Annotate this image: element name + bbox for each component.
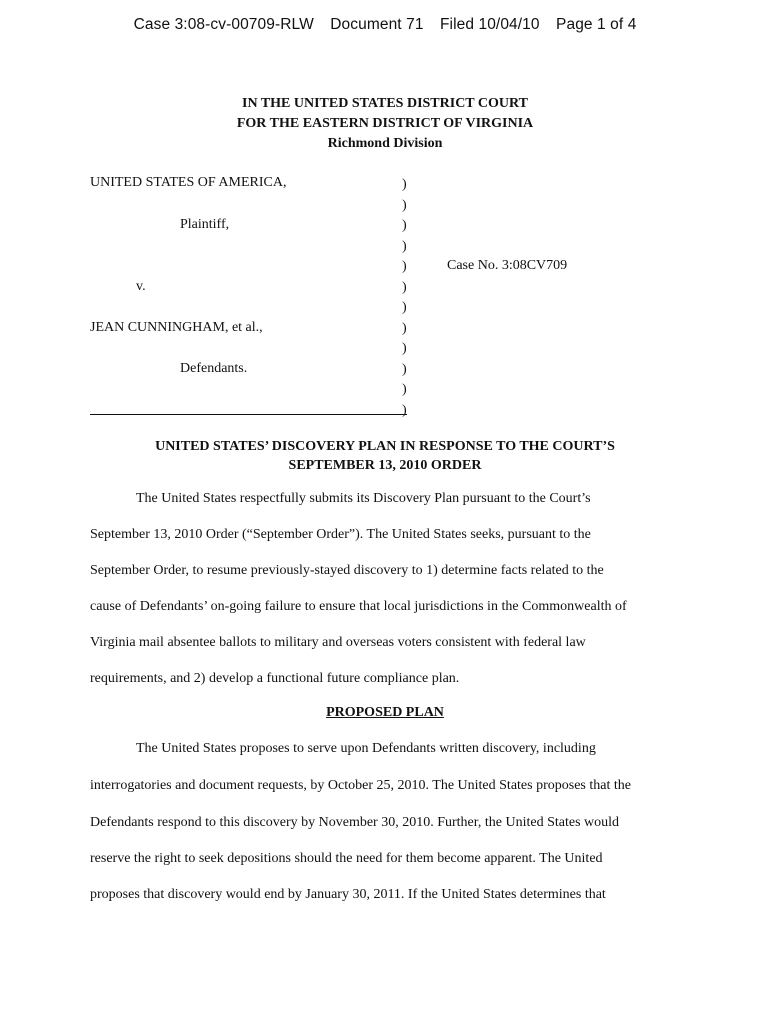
document-number: Document 71: [330, 16, 424, 33]
paren: ): [402, 382, 407, 397]
paren: ): [402, 238, 407, 254]
paren: ): [402, 361, 407, 377]
paren: ): [402, 177, 407, 192]
section-heading: PROPOSED PLAN: [326, 705, 444, 720]
document-title: [0, 437, 770, 475]
caption-parentheses: [402, 175, 407, 421]
versus: v.: [136, 279, 146, 294]
case-caption: [90, 175, 690, 420]
paren: ): [402, 259, 407, 274]
paren: ): [402, 218, 407, 233]
paragraph-line: Virginia mail absentee ballots to military and overseas voters consistent with federal law: [90, 635, 586, 650]
case-number: Case No. 3:08CV709: [447, 258, 568, 273]
case-number-header: Case 3:08-cv-00709-RLW: [133, 16, 314, 33]
caption-rule: [90, 414, 407, 415]
court-division: Richmond Division: [327, 136, 443, 151]
plaintiff-name: UNITED STATES OF AMERICA,: [90, 175, 287, 190]
plaintiff-role: Plaintiff,: [180, 217, 230, 232]
court-line-1: IN THE UNITED STATES DISTRICT COURT: [242, 96, 528, 111]
paragraph-line: cause of Defendants’ on-going failure to ensure that local jurisdictions in the Commonwealth of: [90, 599, 627, 614]
page-number: Page 1 of 4: [556, 16, 637, 33]
court-line-2: FOR THE EASTERN DISTRICT OF VIRGINIA: [236, 116, 534, 131]
paragraph-line: requirements, and 2) develop a functional future compliance plan.: [90, 671, 460, 686]
paren: ): [402, 279, 407, 295]
filing-header: [0, 16, 770, 34]
paragraph-line: interrogatories and document requests, by October 25, 2010. The United States proposes that the: [90, 778, 631, 793]
paren: ): [402, 300, 407, 315]
paragraph-line: Defendants respond to this discovery by November 30, 2010. Further, the United States would: [90, 815, 620, 830]
document-title-line-2: SEPTEMBER 13, 2010 ORDER: [288, 458, 482, 473]
paragraph-line: The United States proposes to serve upon Defendants written discovery, including: [136, 741, 596, 756]
paren: ): [402, 197, 407, 213]
defendant-name: JEAN CUNNINGHAM, et al.,: [90, 320, 263, 335]
paragraph-line: September 13, 2010 Order (“September Order”). The United States seeks, pursuant to the: [90, 527, 591, 542]
paren: ): [402, 320, 407, 336]
paragraph-line: The United States respectfully submits its Discovery Plan pursuant to the Court’s: [136, 491, 591, 506]
court-title: [0, 94, 770, 154]
paragraph-line: September Order, to resume previously-stayed discovery to 1) determine facts related to the: [90, 563, 604, 578]
paren: ): [402, 402, 407, 418]
paragraph-line: reserve the right to seek depositions should the need for them become apparent. The United: [90, 851, 603, 866]
filed-date: Filed 10/04/10: [439, 16, 540, 33]
paren: ): [402, 341, 407, 356]
document-title-line-1: UNITED STATES’ DISCOVERY PLAN IN RESPONSE TO THE COURT’S: [155, 439, 615, 454]
defendant-role: Defendants.: [180, 361, 248, 376]
paragraph-line: proposes that discovery would end by January 30, 2011. If the United States determines that: [90, 887, 606, 902]
